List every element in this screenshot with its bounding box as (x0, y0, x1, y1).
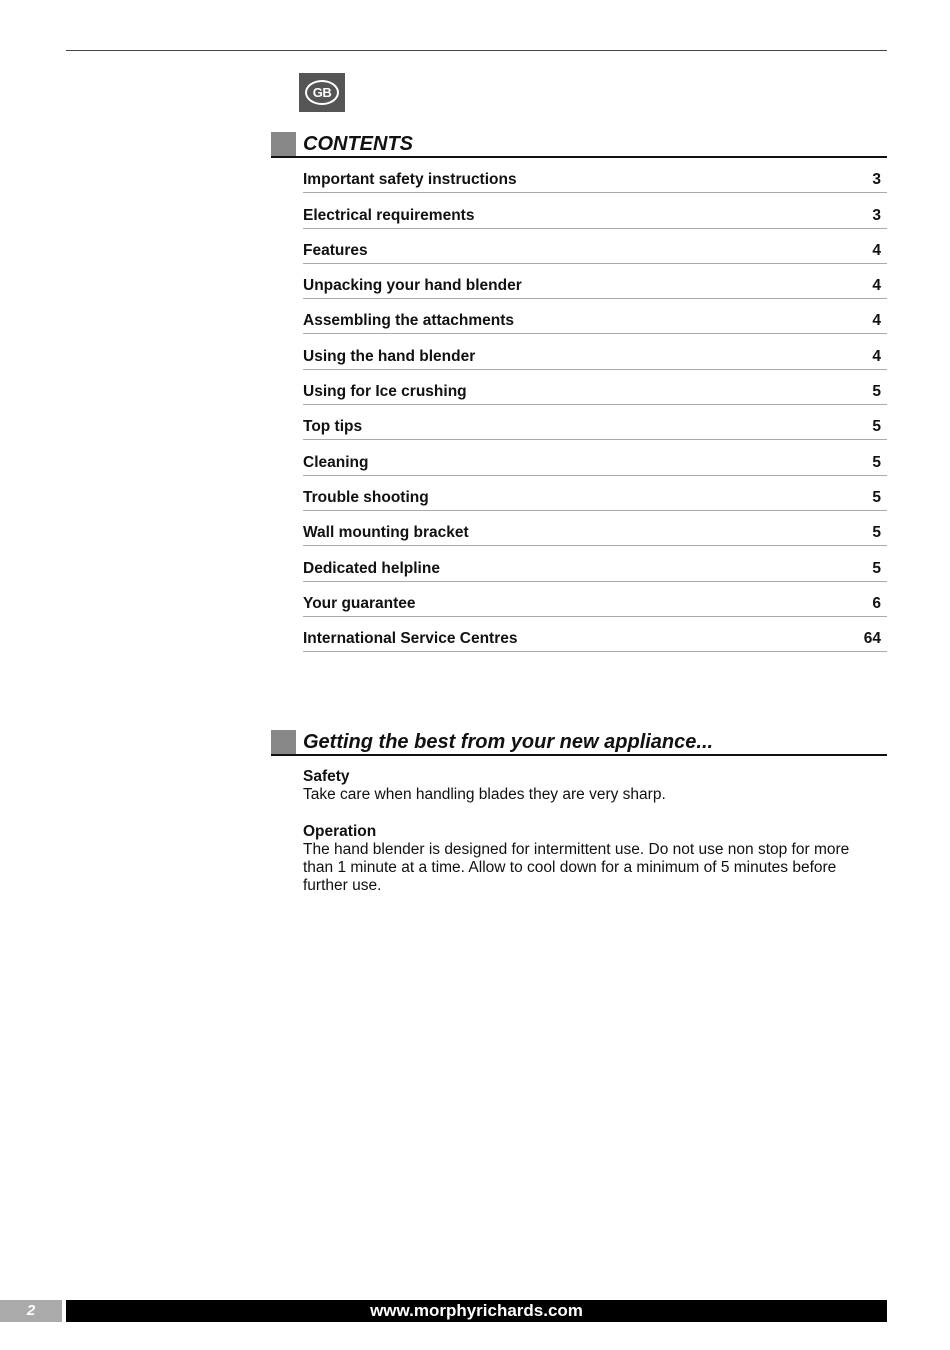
toc-label: International Service Centres (303, 630, 518, 648)
table-of-contents (303, 158, 887, 652)
toc-row[interactable] (303, 546, 887, 581)
top-rule (66, 50, 887, 51)
heading-marker (271, 730, 296, 754)
toc-row[interactable] (303, 440, 887, 475)
toc-page-number: 4 (872, 312, 881, 330)
toc-page-number: 64 (863, 630, 881, 648)
toc-page-number: 5 (872, 524, 881, 542)
toc-label: Top tips (303, 418, 363, 436)
toc-page-number: 4 (872, 347, 881, 365)
toc-page-number: 3 (872, 171, 881, 189)
toc-label: Using for Ice crushing (303, 383, 467, 401)
toc-row[interactable] (303, 617, 887, 652)
toc-row[interactable] (303, 405, 887, 440)
language-badge-label: GB (305, 80, 339, 105)
toc-page-number: 4 (872, 241, 881, 259)
toc-label: Using the hand blender (303, 347, 476, 365)
toc-label: Your guarantee (303, 594, 416, 612)
toc-label: Wall mounting bracket (303, 524, 469, 542)
toc-label: Features (303, 241, 368, 259)
toc-page-number: 5 (872, 418, 881, 436)
operation-label: Operation (303, 823, 377, 840)
language-badge (299, 73, 345, 112)
heading-marker (271, 132, 296, 156)
toc-label: Assembling the attachments (303, 312, 515, 330)
safety-text: Take care when handling blades they are very sharp. (303, 786, 666, 803)
operation-text: The hand blender is designed for intermittent use. Do not use non stop for more than 1 minute at a time. Allow to cool down for a minimum of 5 minutes before further use. (303, 841, 850, 894)
toc-row[interactable] (303, 193, 887, 228)
toc-page-number: 4 (872, 277, 881, 295)
toc-page-number: 5 (872, 488, 881, 506)
toc-label: Electrical requirements (303, 206, 475, 224)
contents-heading (271, 132, 887, 158)
toc-row[interactable] (303, 264, 887, 299)
toc-row[interactable] (303, 334, 887, 369)
toc-label: Unpacking your hand blender (303, 277, 522, 295)
safety-section (303, 768, 883, 804)
contents-title: CONTENTS (303, 133, 413, 155)
safety-label: Safety (303, 768, 350, 785)
toc-page-number: 3 (872, 206, 881, 224)
toc-row[interactable] (303, 476, 887, 511)
footer-page-number: 2 (0, 1300, 62, 1322)
toc-row[interactable] (303, 158, 887, 193)
toc-page-number: 6 (872, 594, 881, 612)
toc-label: Important safety instructions (303, 171, 517, 189)
toc-page-number: 5 (872, 453, 881, 471)
toc-label: Trouble shooting (303, 488, 429, 506)
toc-label: Dedicated helpline (303, 559, 440, 577)
getting-best-heading (271, 730, 887, 756)
toc-page-number: 5 (872, 559, 881, 577)
toc-page-number: 5 (872, 383, 881, 401)
getting-best-title: Getting the best from your new appliance... (303, 731, 714, 753)
toc-row[interactable] (303, 229, 887, 264)
toc-row[interactable] (303, 511, 887, 546)
toc-row[interactable] (303, 370, 887, 405)
operation-section (303, 823, 883, 895)
toc-row[interactable] (303, 299, 887, 334)
toc-label: Cleaning (303, 453, 369, 471)
toc-row[interactable] (303, 582, 887, 617)
footer-website[interactable]: www.morphyrichards.com (66, 1300, 887, 1322)
